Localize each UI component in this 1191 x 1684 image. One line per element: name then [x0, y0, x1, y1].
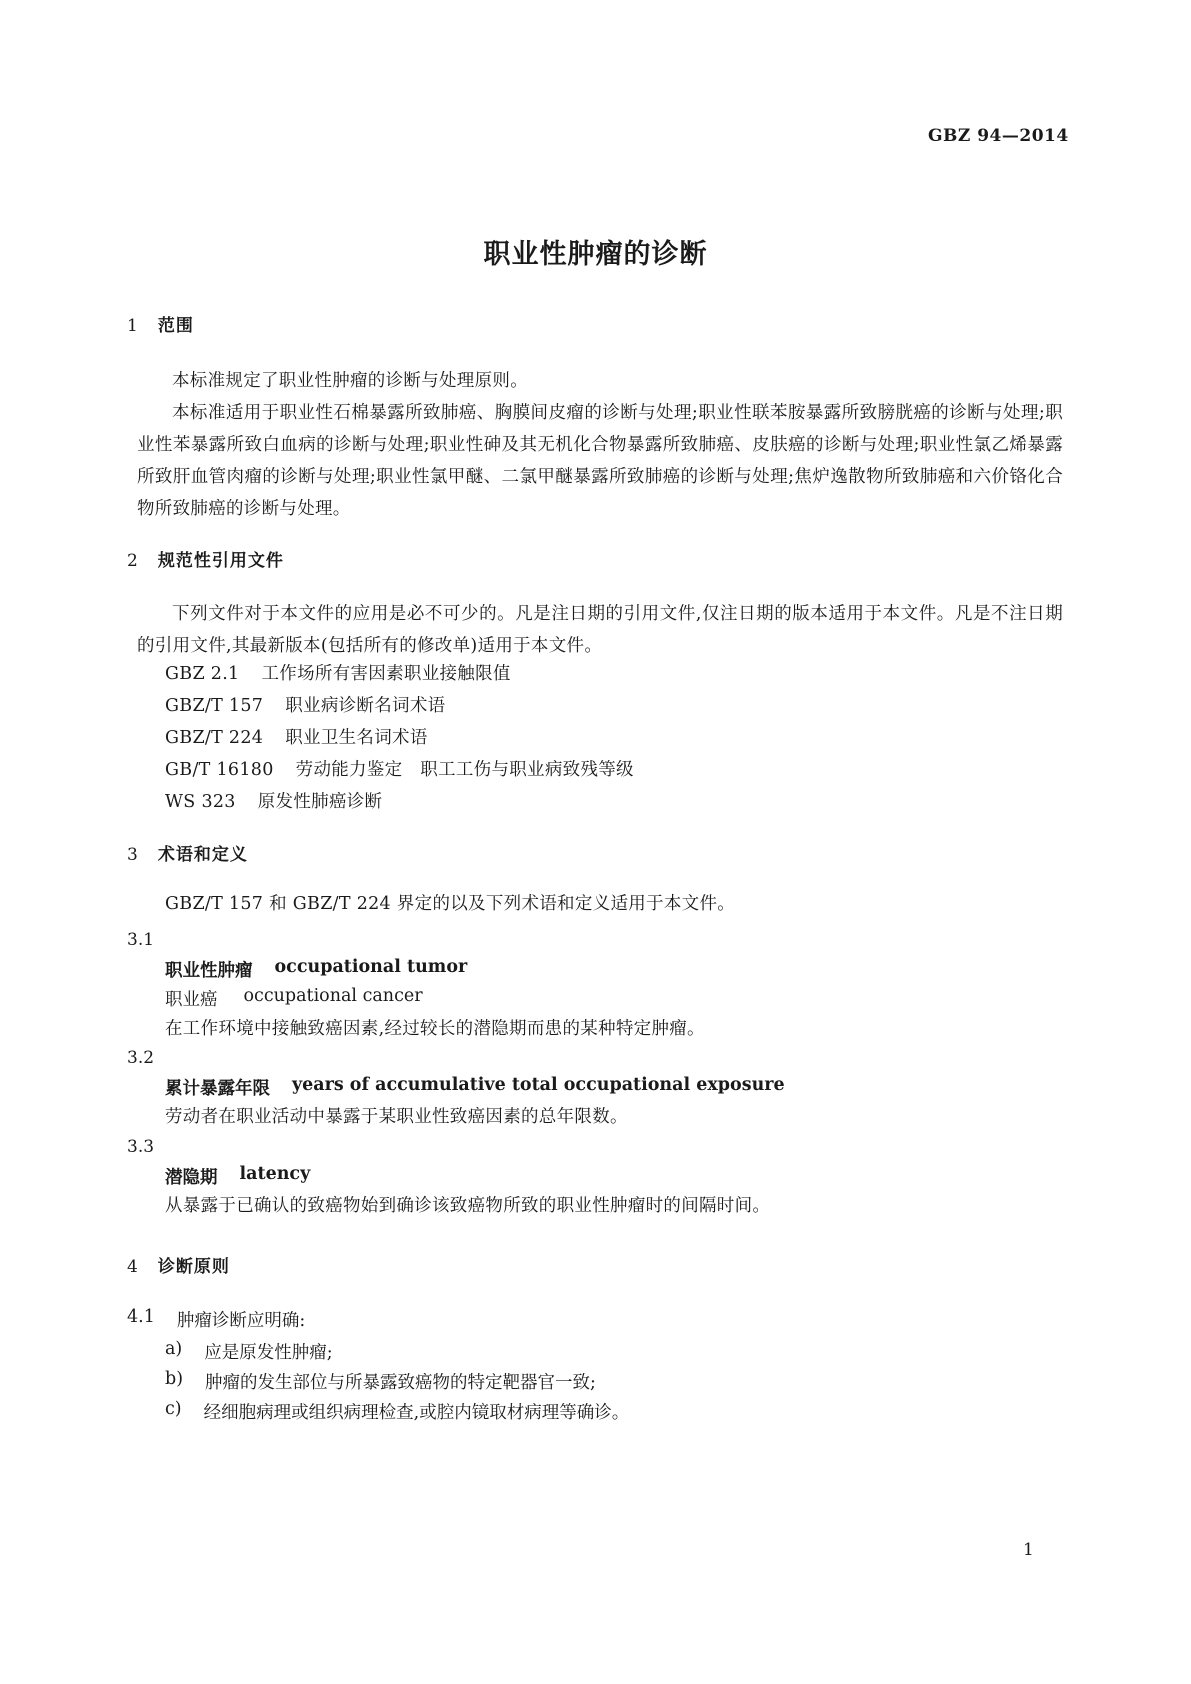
term-number: 3.3	[127, 1137, 155, 1157]
term-zh: 累计暴露年限	[165, 1079, 270, 1099]
section-number: 2	[127, 551, 138, 571]
section-title: 范围	[157, 316, 194, 336]
subclause-number: 4.1	[127, 1307, 155, 1327]
section-number: 4	[127, 1257, 138, 1277]
term-definition: 劳动者在职业活动中暴露于某职业性致癌因素的总年限数。	[165, 1107, 628, 1127]
term-heading	[165, 957, 467, 982]
term-heading	[165, 1164, 310, 1189]
term-number: 3.1	[127, 930, 155, 950]
reference-code: GBZ 2.1	[165, 664, 240, 684]
document-title: 职业性肿瘤的诊断	[483, 239, 708, 270]
list-text: 应是原发性肿瘤;	[204, 1343, 333, 1363]
term-number: 3.2	[127, 1048, 155, 1068]
paragraph: 本标准适用于职业性石棉暴露所致肺癌、胸膜间皮瘤的诊断与处理;职业性联苯胺暴露所致膀胱癌的诊断与处理;职业性苯暴露所致白血病的诊断与处理;职业性砷及其无机化合物暴露所致肺癌、皮肤癌的诊断与处理;职业性氯乙烯暴露所致肝血管肉瘤的诊断与处理;职业性氯甲醚、二氯甲醚暴露所致肺癌的诊断与处理;焦炉逸散物所致肺癌和六价铬化合物所致肺癌的诊断与处理。	[137, 403, 1063, 519]
term-alternative	[165, 986, 423, 1011]
section-2-intro	[137, 598, 1063, 662]
reference-list	[165, 658, 634, 818]
list-label: c)	[165, 1399, 182, 1419]
subclause-4-1	[127, 1307, 305, 1332]
list-item	[165, 1339, 333, 1364]
section-3-heading	[127, 840, 248, 865]
list-text: 肿瘤的发生部位与所暴露致癌物的特定靶器官一致;	[205, 1373, 596, 1393]
list-item	[165, 754, 634, 786]
section-number: 1	[127, 316, 138, 336]
section-number: 3	[127, 845, 138, 865]
section-title: 诊断原则	[157, 1257, 230, 1277]
reference-code: GB/T 16180	[165, 760, 274, 780]
section-2-heading	[127, 546, 284, 571]
section-1-body	[137, 365, 1063, 525]
term-alt-zh: 职业癌	[165, 990, 218, 1010]
reference-code: GBZ/T 224	[165, 728, 264, 748]
section-title: 术语和定义	[157, 845, 248, 865]
list-item	[165, 1399, 629, 1424]
list-item	[165, 786, 634, 818]
list-label: b)	[165, 1369, 184, 1389]
page-number: 1	[1023, 1540, 1034, 1560]
section-title: 规范性引用文件	[157, 551, 284, 571]
list-item	[165, 658, 634, 690]
section-4-heading	[127, 1252, 230, 1277]
subclause-text: 肿瘤诊断应明确:	[176, 1311, 306, 1331]
list-item	[165, 690, 634, 722]
reference-name: 职业卫生名词术语	[285, 728, 428, 748]
reference-name: 原发性肺癌诊断	[257, 792, 383, 812]
paragraph: 本标准规定了职业性肿瘤的诊断与处理原则。	[172, 371, 528, 391]
section-3-intro: GBZ/T 157 和 GBZ/T 224 界定的以及下列术语和定义适用于本文件。	[165, 894, 736, 914]
reference-code: GBZ/T 157	[165, 696, 264, 716]
term-definition: 在工作环境中接触致癌因素,经过较长的潜隐期而患的某种特定肿瘤。	[165, 1019, 705, 1039]
term-en: latency	[239, 1164, 311, 1184]
paragraph: 下列文件对于本文件的应用是必不可少的。凡是注日期的引用文件,仅注日期的版本适用于本文件。凡是不注日期的引用文件,其最新版本(包括所有的修改单)适用于本文件。	[137, 604, 1063, 656]
list-label: a)	[165, 1339, 183, 1359]
term-en: occupational tumor	[274, 957, 468, 977]
section-1-heading	[127, 311, 194, 336]
reference-code: WS 323	[165, 792, 236, 812]
list-item	[165, 722, 634, 754]
reference-name: 职业病诊断名词术语	[285, 696, 446, 716]
reference-name: 劳动能力鉴定 职工工伤与职业病致残等级	[295, 760, 634, 780]
standard-code: GBZ 94—2014	[928, 126, 1069, 146]
term-definition: 从暴露于已确认的致癌物始到确诊该致癌物所致的职业性肿瘤时的间隔时间。	[165, 1196, 771, 1216]
list-text: 经细胞病理或组织病理检查,或腔内镜取材病理等确诊。	[203, 1403, 630, 1423]
term-zh: 潜隐期	[165, 1168, 218, 1188]
term-heading	[165, 1075, 785, 1100]
term-zh: 职业性肿瘤	[165, 961, 253, 981]
reference-name: 工作场所有害因素职业接触限值	[261, 664, 511, 684]
list-item	[165, 1369, 596, 1394]
term-alt-en: occupational cancer	[243, 986, 423, 1006]
term-en: years of accumulative total occupational exposure	[292, 1075, 785, 1095]
